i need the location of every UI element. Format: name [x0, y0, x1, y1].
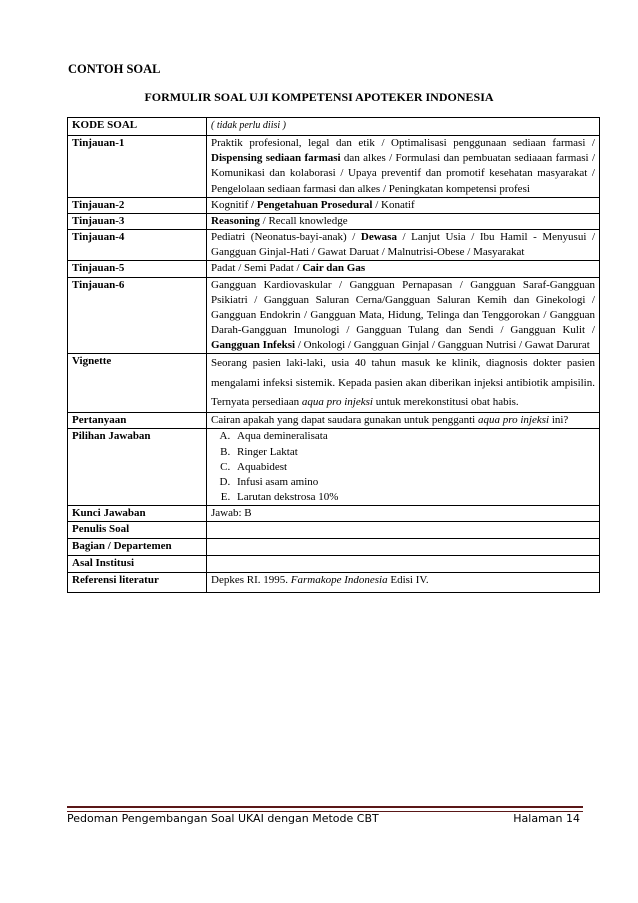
selected-text: Cair dan Gas	[302, 262, 366, 275]
selected-text: Dewasa	[360, 231, 397, 244]
row-value	[207, 429, 600, 506]
selected-text: Reasoning	[211, 214, 260, 227]
footer-page-number: Halaman 14	[513, 812, 580, 825]
row-label: Tinjauan-2	[68, 197, 207, 213]
row-pertanyaan	[68, 413, 600, 429]
text-run: Depkes RI. 1995.	[211, 574, 291, 587]
text-run: dan alkes / Formulasi dan pembuatan sediaaan farmasi / Komunikasi dan kolaborasi / Upaya preventif dan promotif kesehatan masyarakat / Pengelolaan sediaan farmasi dan alkes / Peningkatan kompetensi profesi	[211, 152, 595, 195]
selected-text: Gangguan Infeksi	[211, 339, 296, 352]
row-value	[207, 197, 600, 213]
row-tinjauan-6	[68, 277, 600, 354]
answer-option: A. Aqua demineralisata	[233, 429, 595, 444]
row-tinjauan-2	[68, 197, 600, 213]
row-label: Pilihan Jawaban	[68, 429, 207, 506]
row-vignette	[68, 354, 600, 413]
text-run: / Lanjut Usia / Ibu Hamil - Menyusui / Gangguan Ginjal-Hati / Gawat Daruat / Malnutrisi-Obese / Masyarakat	[211, 231, 596, 259]
row-tinjauan-3	[68, 213, 600, 229]
row-label: Kunci Jawaban	[68, 506, 207, 522]
row-label: Tinjauan-4	[68, 230, 207, 261]
row-value	[207, 136, 600, 198]
row-value	[207, 539, 600, 556]
row-pilihan-jawaban	[68, 429, 600, 506]
text-run: / Konatif	[372, 198, 415, 211]
row-tinjauan-1	[68, 136, 600, 198]
footer-document-title: Pedoman Pengembangan Soal UKAI dengan Metode CBT	[67, 812, 379, 825]
text-run: Pediatri (Neonatus-bayi-anak) /	[211, 231, 361, 244]
row-referensi-literatur	[68, 573, 600, 593]
row-label: Pertanyaan	[68, 413, 207, 429]
form-title: FORMULIR SOAL UJI KOMPETENSI APOTEKER INDONESIA	[144, 90, 494, 104]
row-value	[207, 413, 600, 429]
text-run: Praktik profesional, legal dan etik / Optimalisasi penggunaan sediaan farmasi /	[211, 137, 595, 149]
italic-term: Farmakope Indonesia	[290, 574, 388, 587]
row-value	[207, 556, 600, 573]
text-run: Seorang pasien laki-laki, usia 40 tahun masuk ke klinik, diagnosis dokter pasien mengalami infeksi sistemik. Kepada pasien akan diberikan injeksi antibiotik ampisilin. Ternyata persediaan	[211, 357, 595, 408]
text-run: / Recall knowledge	[259, 214, 348, 227]
row-label: Asal Institusi	[68, 556, 207, 573]
section-heading: CONTOH SOAL	[68, 62, 161, 76]
answer-option: D. Infusi asam amino	[233, 475, 595, 490]
italic-term: aqua pro injeksi	[301, 395, 373, 408]
row-label: Referensi literatur	[68, 573, 207, 593]
hint-text: ( tidak perlu diisi )	[211, 120, 286, 131]
row-label: Bagian / Departemen	[68, 539, 207, 556]
row-bagian-departemen	[68, 539, 600, 556]
row-value: Jawab: B	[207, 506, 600, 522]
row-asal-institusi	[68, 556, 600, 573]
row-value	[207, 118, 600, 136]
text-run: untuk merekonstitusi obat habis.	[372, 395, 519, 408]
text-run: Padat / Semi Padat /	[211, 262, 303, 275]
text-run: Kognitif /	[211, 198, 257, 211]
answer-option: C. Aquabidest	[233, 460, 595, 475]
text-run: Cairan apakah yang dapat saudara gunakan untuk pengganti	[211, 414, 478, 427]
text-run: / Onkologi / Gangguan Ginjal / Gangguan Nutrisi / Gawat Darurat	[295, 339, 590, 352]
row-value	[207, 213, 600, 229]
row-value	[207, 230, 600, 261]
row-label: Vignette	[68, 354, 207, 413]
text-run: Gangguan Kardiovaskular / Gangguan Pernapasan / Gangguan Saraf-Gangguan Psikiatri / Gangguan Saluran Cerna/Gangguan Saluran Kemih dan Ginekologi / Gangguan Endokrin / Gangguan Mata, Hidung, Telinga dan Tenggorokan / Gangguan Darah-Gangguan Imunologi / Gangguan Tulang dan Sendi / Gangguan Kulit /	[211, 278, 595, 337]
answer-option: B. Ringer Laktat	[233, 445, 595, 460]
italic-term: aqua pro injeksi	[477, 414, 550, 427]
row-kode-soal	[68, 118, 600, 136]
row-value	[207, 573, 600, 593]
row-label: Tinjauan-3	[68, 213, 207, 229]
row-label: Tinjauan-6	[68, 277, 207, 354]
question-form-table	[67, 117, 600, 593]
selected-text: Pengetahuan Prosedural	[256, 198, 373, 211]
row-value	[207, 261, 600, 277]
row-label: Tinjauan-5	[68, 261, 207, 277]
selected-text: Dispensing sediaan farmasi	[211, 152, 341, 165]
row-label: Penulis Soal	[68, 522, 207, 539]
row-kunci-jawaban	[68, 506, 600, 522]
answer-option: E. Larutan dekstrosa 10%	[233, 490, 595, 505]
row-tinjauan-4	[68, 230, 600, 261]
row-tinjauan-5	[68, 261, 600, 277]
row-penulis-soal	[68, 522, 600, 539]
row-value	[207, 354, 600, 413]
footer-rule-thick	[67, 806, 583, 808]
row-label: KODE SOAL	[68, 118, 207, 136]
row-label: Tinjauan-1	[68, 136, 207, 198]
row-value	[207, 522, 600, 539]
text-run: Edisi IV.	[387, 574, 429, 587]
row-value	[207, 277, 600, 354]
text-run: ini?	[549, 414, 569, 427]
answer-options-list	[211, 429, 595, 505]
